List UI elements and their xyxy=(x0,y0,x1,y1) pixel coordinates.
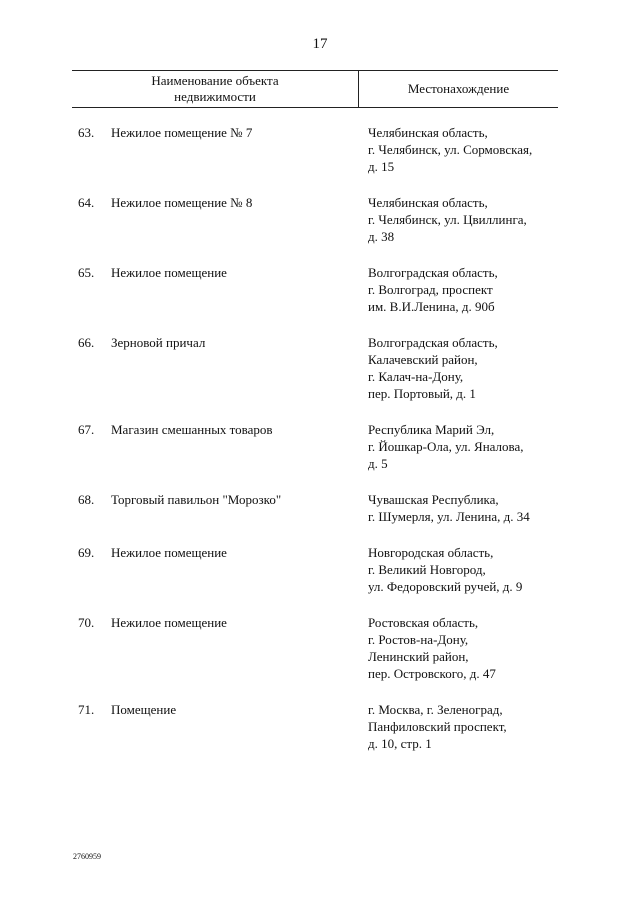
row-number: 68. xyxy=(78,492,95,507)
table-row xyxy=(0,194,640,246)
object-name: Нежилое помещение xyxy=(111,545,227,560)
object-name: Нежилое помещение xyxy=(111,615,227,630)
row-number: 69. xyxy=(78,545,95,560)
location-line: г. Волгоград, проспект xyxy=(368,282,493,297)
location-line: г. Великий Новгород, xyxy=(368,562,486,577)
object-name: Помещение xyxy=(111,702,177,717)
location-line: пер. Портовый, д. 1 xyxy=(368,386,476,401)
location-line: Челябинская область, xyxy=(368,125,488,140)
table-row xyxy=(0,124,640,176)
object-name: Торговый павильон "Морозко" xyxy=(111,492,282,507)
header-object-name-line2: недвижимости xyxy=(174,89,256,104)
table-row xyxy=(0,264,640,316)
object-location xyxy=(368,701,598,752)
object-location xyxy=(368,124,598,175)
header-object-name xyxy=(72,73,358,105)
object-location xyxy=(368,491,598,525)
table-row xyxy=(0,334,640,403)
location-line: ул. Федоровский ручей, д. 9 xyxy=(368,579,523,594)
location-line: Волгоградская область, xyxy=(368,335,498,350)
table-row xyxy=(0,544,640,596)
object-name: Магазин смешанных товаров xyxy=(111,422,273,437)
object-name: Нежилое помещение xyxy=(111,265,227,280)
row-number: 63. xyxy=(78,125,95,140)
table-row xyxy=(0,421,640,473)
table-row xyxy=(0,614,640,683)
location-line: Ленинский район, xyxy=(368,649,469,664)
location-line: г. Калач-на-Дону, xyxy=(368,369,464,384)
header-location: Местонахождение xyxy=(407,81,510,96)
object-name: Зерновой причал xyxy=(111,335,206,350)
table-body xyxy=(0,124,640,753)
row-number: 67. xyxy=(78,422,95,437)
location-line: Республика Марий Эл, xyxy=(368,422,495,437)
row-number: 71. xyxy=(78,702,95,717)
row-number: 66. xyxy=(78,335,95,350)
location-line: Ростовская область, xyxy=(368,615,479,630)
location-line: д. 5 xyxy=(368,456,388,471)
document-code: 2760959 xyxy=(73,852,101,861)
location-line: г. Челябинск, ул. Сормовская, xyxy=(368,142,533,157)
row-number: 64. xyxy=(78,195,95,210)
location-line: г. Йошкар-Ола, ул. Яналова, xyxy=(368,439,524,454)
object-location xyxy=(368,544,598,595)
location-line: г. Челябинск, ул. Цвиллинга, xyxy=(368,212,527,227)
location-line: г. Шумерля, ул. Ленина, д. 34 xyxy=(368,509,530,524)
header-object-name-line1: Наименование объекта xyxy=(151,73,279,88)
row-number: 65. xyxy=(78,265,95,280)
row-number: 70. xyxy=(78,615,95,630)
object-location xyxy=(368,421,598,472)
table-row xyxy=(0,701,640,753)
location-line: Новгородская область, xyxy=(368,545,494,560)
object-name: Нежилое помещение № 7 xyxy=(111,125,253,140)
object-name: Нежилое помещение № 8 xyxy=(111,195,253,210)
object-location xyxy=(368,614,598,682)
location-line: пер. Островского, д. 47 xyxy=(368,666,496,681)
location-line: г. Москва, г. Зеленоград, xyxy=(368,702,503,717)
location-line: Калачевский район, xyxy=(368,352,478,367)
object-location xyxy=(368,194,598,245)
location-line: Волгоградская область, xyxy=(368,265,498,280)
location-line: д. 15 xyxy=(368,159,395,174)
location-line: им. В.И.Ленина, д. 90б xyxy=(368,299,495,314)
location-line: д. 38 xyxy=(368,229,395,244)
object-location xyxy=(368,264,598,315)
page-number: 17 xyxy=(312,36,328,52)
location-line: г. Ростов-на-Дону, xyxy=(368,632,469,647)
location-line: Панфиловский проспект, xyxy=(368,719,507,734)
table-row xyxy=(0,491,640,526)
object-location xyxy=(368,334,598,402)
location-line: Чувашская Республика, xyxy=(368,492,499,507)
location-line: д. 10, стр. 1 xyxy=(368,736,432,751)
table-header xyxy=(72,70,558,108)
location-line: Челябинская область, xyxy=(368,195,488,210)
